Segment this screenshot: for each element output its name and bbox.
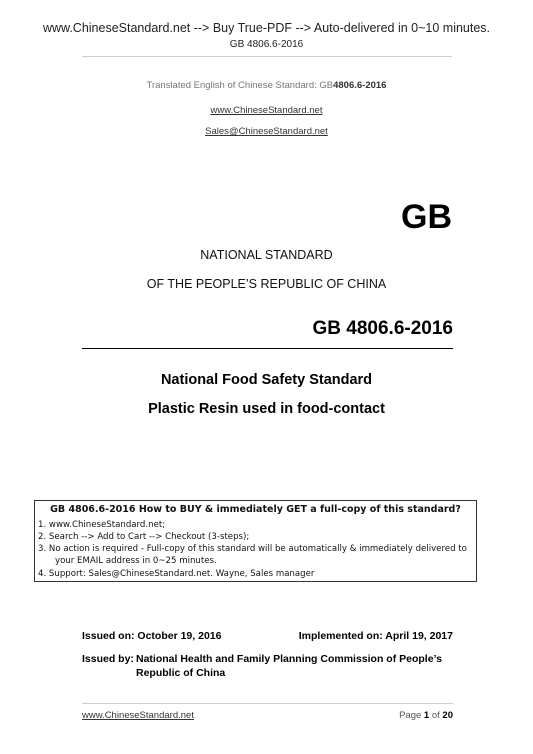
buy-step-1: 1. www.ChineseStandard.net; (38, 520, 166, 530)
implemented-on-date: Implemented on: April 19, 2017 (298, 630, 453, 642)
issued-by-label: Issued by: (82, 653, 134, 665)
site-link[interactable]: www.ChineseStandard.net (210, 105, 323, 116)
standard-number: GB 4806.6-2016 (312, 318, 453, 339)
page-total: 20 (442, 710, 453, 721)
header-top-line: www.ChineseStandard.net --> Buy True-PDF --> Auto-delivered in 0~10 minutes. (42, 21, 491, 35)
footer-site-link[interactable]: www.ChineseStandard.net (82, 710, 194, 721)
email-link[interactable]: Sales@ChineseStandard.net (205, 126, 328, 137)
buy-info-box (34, 500, 477, 582)
gb-logo: GB (401, 198, 452, 236)
page-current: 1 (423, 710, 430, 721)
issuer-line1: National Health and Family Planning Commission of People’s (136, 653, 442, 665)
page-indicator (330, 710, 453, 721)
national-standard-heading: NATIONAL STANDARD (200, 248, 333, 262)
page-prefix: Page (399, 710, 422, 721)
issuer-line2: Republic of China (136, 667, 226, 679)
page-of: of (431, 710, 440, 721)
site-link-row (0, 100, 533, 118)
email-link-row (0, 121, 533, 139)
document-title-line1: National Food Safety Standard (160, 372, 373, 388)
footer-divider (82, 703, 453, 704)
buy-step-3-continued: your EMAIL address in 0~25 minutes. (55, 556, 217, 566)
buy-box-title: GB 4806.6-2016 How to BUY & immediately GET a full-copy of this standard? (50, 504, 461, 515)
issued-on-date: Issued on: October 19, 2016 (82, 630, 222, 642)
translation-code: 4806.6-2016 (333, 80, 387, 91)
buy-step-4: 4. Support: Sales@ChineseStandard.net. Wayne, Sales manager (38, 569, 315, 579)
header-divider (82, 56, 452, 57)
republic-heading: OF THE PEOPLE’S REPUBLIC OF CHINA (146, 277, 387, 291)
translation-prefix: Translated English of Chinese Standard: GB (146, 80, 334, 91)
buy-step-3: 3. No action is required - Full-copy of this standard will be automatically & immediately delivered to (38, 544, 467, 554)
buy-step-2: 2. Search --> Add to Cart --> Checkout (3-steps); (38, 532, 250, 542)
translation-note (0, 80, 533, 91)
standard-divider (82, 348, 453, 349)
header-standard-code: GB 4806.6-2016 (229, 39, 304, 50)
document-title-line2: Plastic Resin used in food-contact (148, 401, 385, 417)
